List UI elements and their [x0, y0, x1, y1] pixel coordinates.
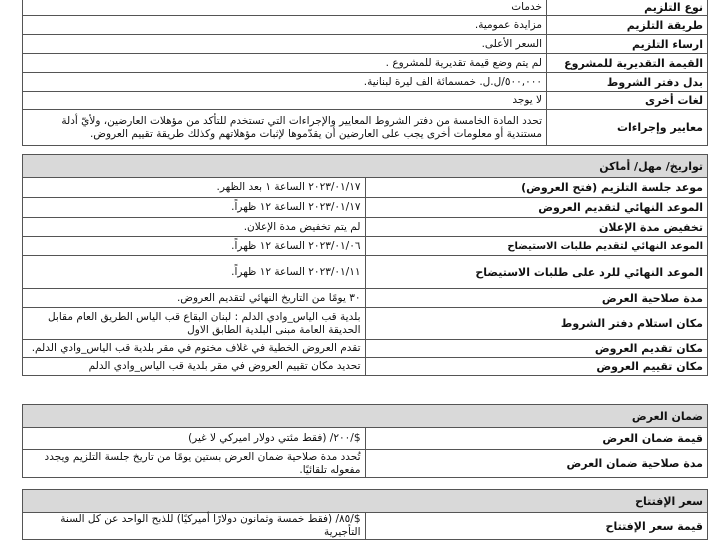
- table-row: [23, 513, 708, 540]
- row-value: تحديد مكان تقييم العروض في مقر بلدية قب الياس_وادي الدلم: [23, 358, 366, 376]
- section-title: سعر الإفتتاح: [23, 490, 708, 513]
- section-title: تواريخ/ مهل/ أماكن: [23, 155, 708, 178]
- row-value: لم يتم تخفيض مدة الإعلان.: [23, 218, 366, 237]
- row-value: خدمات: [23, 0, 547, 16]
- row-label: نوع التلزيم: [547, 0, 708, 16]
- row-label: القيمة التقديرية للمشروع: [547, 54, 708, 73]
- row-label: مكان استلام دفتر الشروط: [365, 308, 708, 340]
- table-row: [23, 198, 708, 218]
- row-label: قيمة سعر الإفتتاح: [365, 513, 708, 540]
- row-label: ارساء التلزيم: [547, 35, 708, 54]
- table-row: [23, 340, 708, 358]
- table-row: [23, 178, 708, 198]
- row-value: ٢٠٢٣/٠١/١٧ الساعة ١٢ ظهراً.: [23, 198, 366, 218]
- section-title: ضمان العرض: [23, 405, 708, 428]
- table-row: [23, 0, 708, 16]
- row-label: الموعد النهائي لتقديم العروض: [365, 198, 708, 218]
- row-label: قيمة ضمان العرض: [365, 428, 708, 450]
- row-value: لا يوجد: [23, 92, 547, 110]
- table-row: [23, 256, 708, 289]
- table-row: [23, 428, 708, 450]
- row-label: الموعد النهائي للرد على طلبات الاستيضاح: [365, 256, 708, 289]
- table-row: [23, 289, 708, 308]
- row-value: $/٢٠٠/ (فقط مئتي دولار اميركي لا غير): [23, 428, 366, 450]
- row-label: مكان تقديم العروض: [365, 340, 708, 358]
- table-row: [23, 16, 708, 35]
- row-value: تُحدد مدة صلاحية ضمان العرض بستين يومًا من تاريخ جلسة التلزيم ويجدد مفعوله تلقائيًا.: [23, 450, 366, 478]
- row-value: ٥٠٠,٠٠٠/ل.ل. خمسمائة الف ليرة لبنانية.: [23, 73, 547, 92]
- guarantee-table: [22, 404, 708, 478]
- tender-info-table: [22, 0, 708, 146]
- row-label: الموعد النهائي لتقديم طلبات الاستيضاح: [365, 237, 708, 256]
- row-label: لغات أخرى: [547, 92, 708, 110]
- row-value: مزايدة عمومية.: [23, 16, 547, 35]
- section-header-row: [23, 405, 708, 428]
- row-value: لم يتم وضع قيمة تقديرية للمشروع .: [23, 54, 547, 73]
- row-label: طريقة التلزيم: [547, 16, 708, 35]
- row-label: موعد جلسة التلزيم (فتح العروض): [365, 178, 708, 198]
- table-row: [23, 358, 708, 376]
- table-row: [23, 92, 708, 110]
- table-row: [23, 237, 708, 256]
- row-label: مكان تقييم العروض: [365, 358, 708, 376]
- row-value: بلدية قب الياس_وادي الدلم : لبنان البقاع قب الياس الطريق العام مقابل الحديقة العامة مبنى البلدية الطابق الاول: [23, 308, 366, 340]
- row-value: تحدد المادة الخامسة من دفتر الشروط المعايير والإجراءات التي تستخدم للتأكد من مؤهلات العارضين، ولأيّ أدلة مستندية أو معلومات أخرى يجب على العارضين أن يقدّموها لإثبات مؤهلاتهم وكذلك طريقة تقييم العروض.: [23, 110, 547, 146]
- row-value: ٢٠٢٣/٠١/١١ الساعة ١٢ ظهراً.: [23, 256, 366, 289]
- table-row: [23, 73, 708, 92]
- row-value: $/٨٥/ (فقط خمسة وثمانون دولارًا أميركيًا) للذبح الواحد عن كل السنة التأجيرية: [23, 513, 366, 540]
- row-label: مدة صلاحية ضمان العرض: [365, 450, 708, 478]
- row-value: تقدم العروض الخطية في غلاف مختوم في مقر بلدية قب الياس_وادي الدلم.: [23, 340, 366, 358]
- row-label: تخفيض مدة الإعلان: [365, 218, 708, 237]
- table-row: [23, 450, 708, 478]
- row-label: مدة صلاحية العرض: [365, 289, 708, 308]
- row-value: ٣٠ يومًا من التاريخ النهائي لتقديم العروض.: [23, 289, 366, 308]
- table-row: [23, 110, 708, 146]
- row-value: ٢٠٢٣/٠١/١٧ الساعة ١ بعد الظهر.: [23, 178, 366, 198]
- row-label: معايير وإجراءات: [547, 110, 708, 146]
- section-header-row: [23, 155, 708, 178]
- table-row: [23, 35, 708, 54]
- dates-table: [22, 154, 708, 376]
- section-header-row: [23, 490, 708, 513]
- table-row: [23, 218, 708, 237]
- table-row: [23, 308, 708, 340]
- row-label: بدل دفتر الشروط: [547, 73, 708, 92]
- row-value: ٢٠٢٣/٠١/٠٦ الساعة ١٢ ظهراً.: [23, 237, 366, 256]
- row-value: السعر الأعلى.: [23, 35, 547, 54]
- opening-price-table: [22, 489, 708, 540]
- table-row: [23, 54, 708, 73]
